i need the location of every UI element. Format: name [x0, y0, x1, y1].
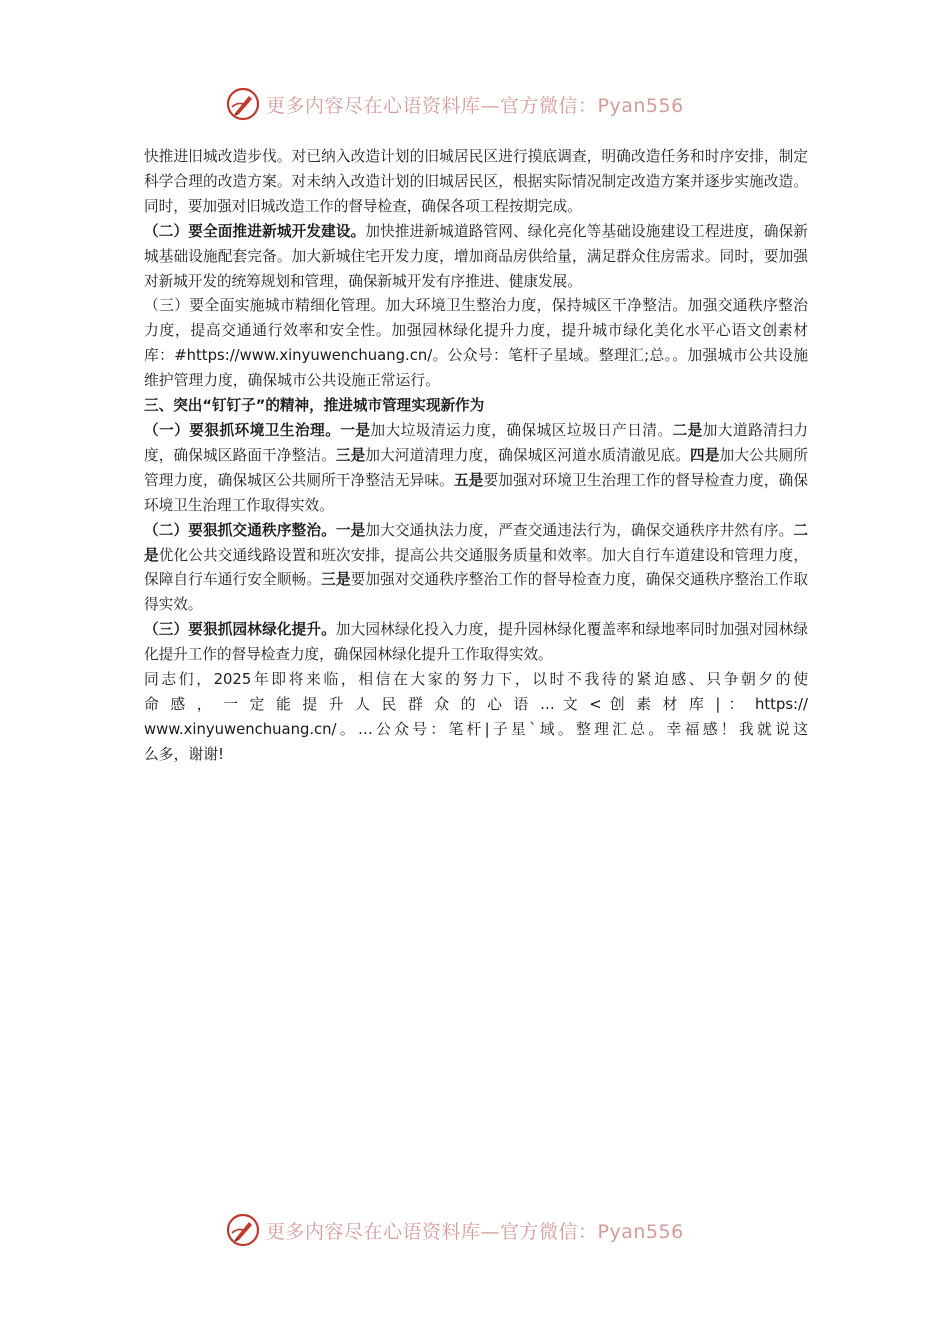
closing-paragraph: [144, 668, 808, 768]
traffic-item-1: 加大交通执法力度，严查交通违法行为，确保交通秩序井然有序。: [365, 521, 794, 539]
header-wechat-id: Pyan556: [597, 94, 684, 117]
traffic-marker-2: 二是: [144, 521, 808, 564]
paragraph-environment: [144, 419, 808, 519]
heading-greening: （三）要狠抓园林绿化提升。: [144, 621, 336, 639]
environment-marker-4: 四是: [690, 446, 720, 464]
pen-logo-icon: [226, 87, 260, 121]
paragraph-new-city-text: 加快推进新城道路管网、绿化亮化等基础设施建设工程进度，确保新城基础设施配套完备。加大新城住宅开发力度，增加商品房供给量，满足群众住房需求。同时，要加强对新城开发的统筹规划和管理，确保新城开发有序推进、健康发展。: [144, 222, 808, 290]
greening-text: 加大园林绿化投入力度，提升园林绿化覆盖率和绿地率同时加强对园林绿化提升工作的督导检查力度，确保园林绿化提升工作取得实效。: [144, 621, 808, 664]
environment-item-4: 加大公共厕所管理力度，确保城区公共厕所干净整洁无异味。: [144, 446, 808, 489]
paragraph-new-city: [144, 220, 808, 295]
environment-item-2: 加大道路清扫力度，确保城区路面干净整洁。: [144, 421, 808, 464]
heading-environment: （一）要狠抓环境卫生治理。一是: [144, 421, 371, 439]
section-heading-3: 三、突出“钉钉子”的精神，推进城市管理实现新作为: [144, 397, 485, 415]
footer-banner-text: [266, 1217, 684, 1244]
traffic-item-2: 优化公共交通线路设置和班次安排，提高公共交通服务质量和效率。加大自行车道建设和管理力度，保障自行车通行安全顺畅。: [144, 546, 808, 589]
paragraph-traffic: [144, 519, 808, 619]
closing-line-2: 命 感 ， 一 定 能 提 升 人 民 群 众 的 心 语 … 文 < 创 素 材 库 | ： https://: [144, 695, 808, 713]
traffic-marker-3: 三是: [321, 571, 351, 589]
footer-wechat-id: Pyan556: [597, 1220, 684, 1243]
header-banner-text: [266, 91, 684, 118]
environment-item-3: 加大河道清理力度，确保城区河道水质清澈见底。: [365, 446, 691, 464]
footer-banner-label: 更多内容尽在心语资料库—官方微信：: [266, 1220, 598, 1243]
document-body: [144, 145, 808, 768]
closing-line-1: 同志们，2025年即将来临，相信在大家的努力下，以时不我待的紧迫感、只争朝夕的使: [144, 671, 808, 689]
closing-line-3: www.xinyuwenchuang.cn/。…公众号：笔杆|子星`域。整理汇总。幸福感！我就说这: [144, 720, 808, 738]
header-banner-label: 更多内容尽在心语资料库—官方微信：: [266, 94, 598, 117]
environment-marker-2: 二是: [672, 421, 703, 439]
footer-banner: [226, 1212, 726, 1248]
paragraph-old-city: 快推进旧城改造步伐。对已纳入改造计划的旧城居民区进行摸底调查，明确改造任务和时序安排，制定科学合理的改造方案。对未纳入改造计划的旧城居民区，根据实际情况制定改造方案并逐步实施改造。同时，要加强对旧城改造工作的督导检查，确保各项工程按期完成。: [144, 148, 808, 215]
environment-item-1: 加大垃圾清运力度，确保城区垃圾日产日清。: [370, 421, 673, 439]
environment-item-5: 要加强对环境卫生治理工作的督导检查力度，确保环境卫生治理工作取得实效。: [144, 471, 808, 514]
closing-line-4: 么多，谢谢!: [144, 745, 224, 763]
environment-marker-3: 三是: [335, 446, 366, 464]
pen-logo-icon: [226, 1213, 260, 1247]
paragraph-fine-management: （三）要全面实施城市精细化管理。加大环境卫生整治力度，保持城区干净整洁。加强交通秩序整治力度，提高交通通行效率和安全性。加强园林绿化提升力度，提升城市绿化美化水平心语文创素材库：#https://www.xinyuwenchuang.cn/。公众号：笔杆子星域。整理汇;总。。加强城市公共设施维护管理力度，确保城市公共设施正常运行。: [144, 297, 808, 390]
heading-traffic: （二）要狠抓交通秩序整治。一是: [144, 521, 366, 539]
traffic-item-3: 要加强对交通秩序整治工作的督导检查力度，确保交通秩序整治工作取得实效。: [144, 571, 808, 614]
environment-marker-5: 五是: [453, 471, 484, 489]
heading-new-city: （二）要全面推进新城开发建设。: [144, 222, 366, 240]
header-banner: [226, 86, 726, 122]
paragraph-greening: [144, 618, 808, 668]
